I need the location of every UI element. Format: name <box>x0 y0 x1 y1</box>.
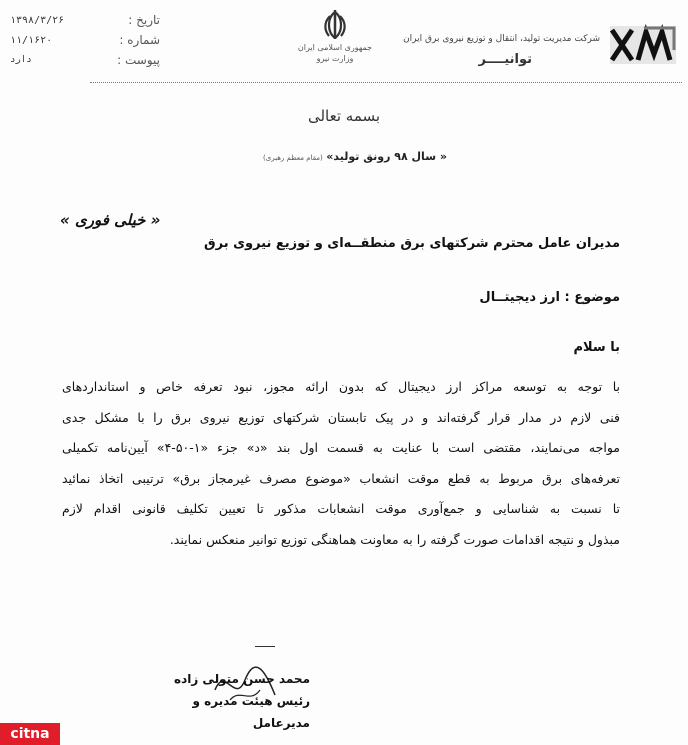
emblem-line-1: جمهوری اسلامی ایران <box>297 43 373 52</box>
body-line: فنی لازم در مدار قرار گرفته‌اند و در پیک تابستان شرکتهای توزیع نیروی برق را با مشکل جدی <box>62 409 620 425</box>
header-divider <box>90 82 682 83</box>
signer-name: محمد حسن متولی زاده <box>173 672 310 686</box>
emblem-line-2: وزارت نیرو <box>316 54 354 63</box>
attachment-value: دارد <box>10 55 32 65</box>
emblem-icon <box>318 8 352 42</box>
signature-block <box>160 668 310 734</box>
greeting: با سلام <box>573 340 620 355</box>
basmala: بسمه تعالی <box>307 107 381 125</box>
signer-title: رئیس هیئت مدیره و مدیرعامل <box>192 694 310 730</box>
body-line: مبذول و نتیجه اقدامات صورت گرفته را به معاونت هماهنگی توزیع توانیر منعکس نمایند. <box>169 531 620 547</box>
date-value: ۱۳۹۸/۳/۲۶ <box>10 14 65 26</box>
body-line: تعرفه‌های برق مربوط به قطع موقت انشعاب «موضوع مصرف غیرمجاز برق» ترتیبی اتخاذ نمائید <box>62 470 620 486</box>
number-value: ۱۱/۱۶۲۰ <box>10 34 53 46</box>
date-row <box>10 10 160 30</box>
company-header <box>382 20 682 70</box>
recipient: مدیران عامل محترم شرکتهای برق منطقــه‌ای و توزیع نیروی برق <box>203 236 620 251</box>
motto-text: « سال ۹۸ رونق تولید» <box>326 150 447 163</box>
body-line: با توجه به توسعه مراکز ارز دیجیتال که بدون ارائه مجوز، نبود تعرفه خاص و استانداردهای <box>62 379 620 394</box>
subject: موضوع : ارز دیجیتــال <box>479 290 620 305</box>
company-brand: توانیــــر <box>478 52 532 67</box>
number-label: شماره : <box>119 33 160 47</box>
date-label: تاریخ : <box>128 13 160 27</box>
year-motto <box>250 150 460 163</box>
urgency-label: « خیلی فوری » <box>60 211 161 229</box>
letter-meta <box>10 10 160 70</box>
iran-emblem <box>295 8 375 64</box>
company-name: شرکت مدیریت تولید، انتقال و توزیع نیروی برق ایران <box>403 34 600 44</box>
letter-body <box>62 372 620 555</box>
tavanir-logo-icon <box>604 20 682 70</box>
body-line: مواجه می‌نمایند، مقتضی است با عنایت به قسمت اول بند «د» جزء «۱-۵۰-۴» آیین‌نامه تکمیلی <box>62 440 620 455</box>
number-row <box>10 30 160 50</box>
attachment-row <box>10 50 160 70</box>
signature-divider <box>255 646 275 647</box>
citna-watermark: citna <box>0 723 60 745</box>
body-line: تا نسبت به شناسایی و جمع‌آوری موقت انشعابات مذکور تا تعیین تکلیف قانونی اقدام لازم <box>62 501 620 516</box>
motto-note: (مقام معظم رهبری) <box>263 154 323 162</box>
attachment-label: پیوست : <box>117 53 160 67</box>
